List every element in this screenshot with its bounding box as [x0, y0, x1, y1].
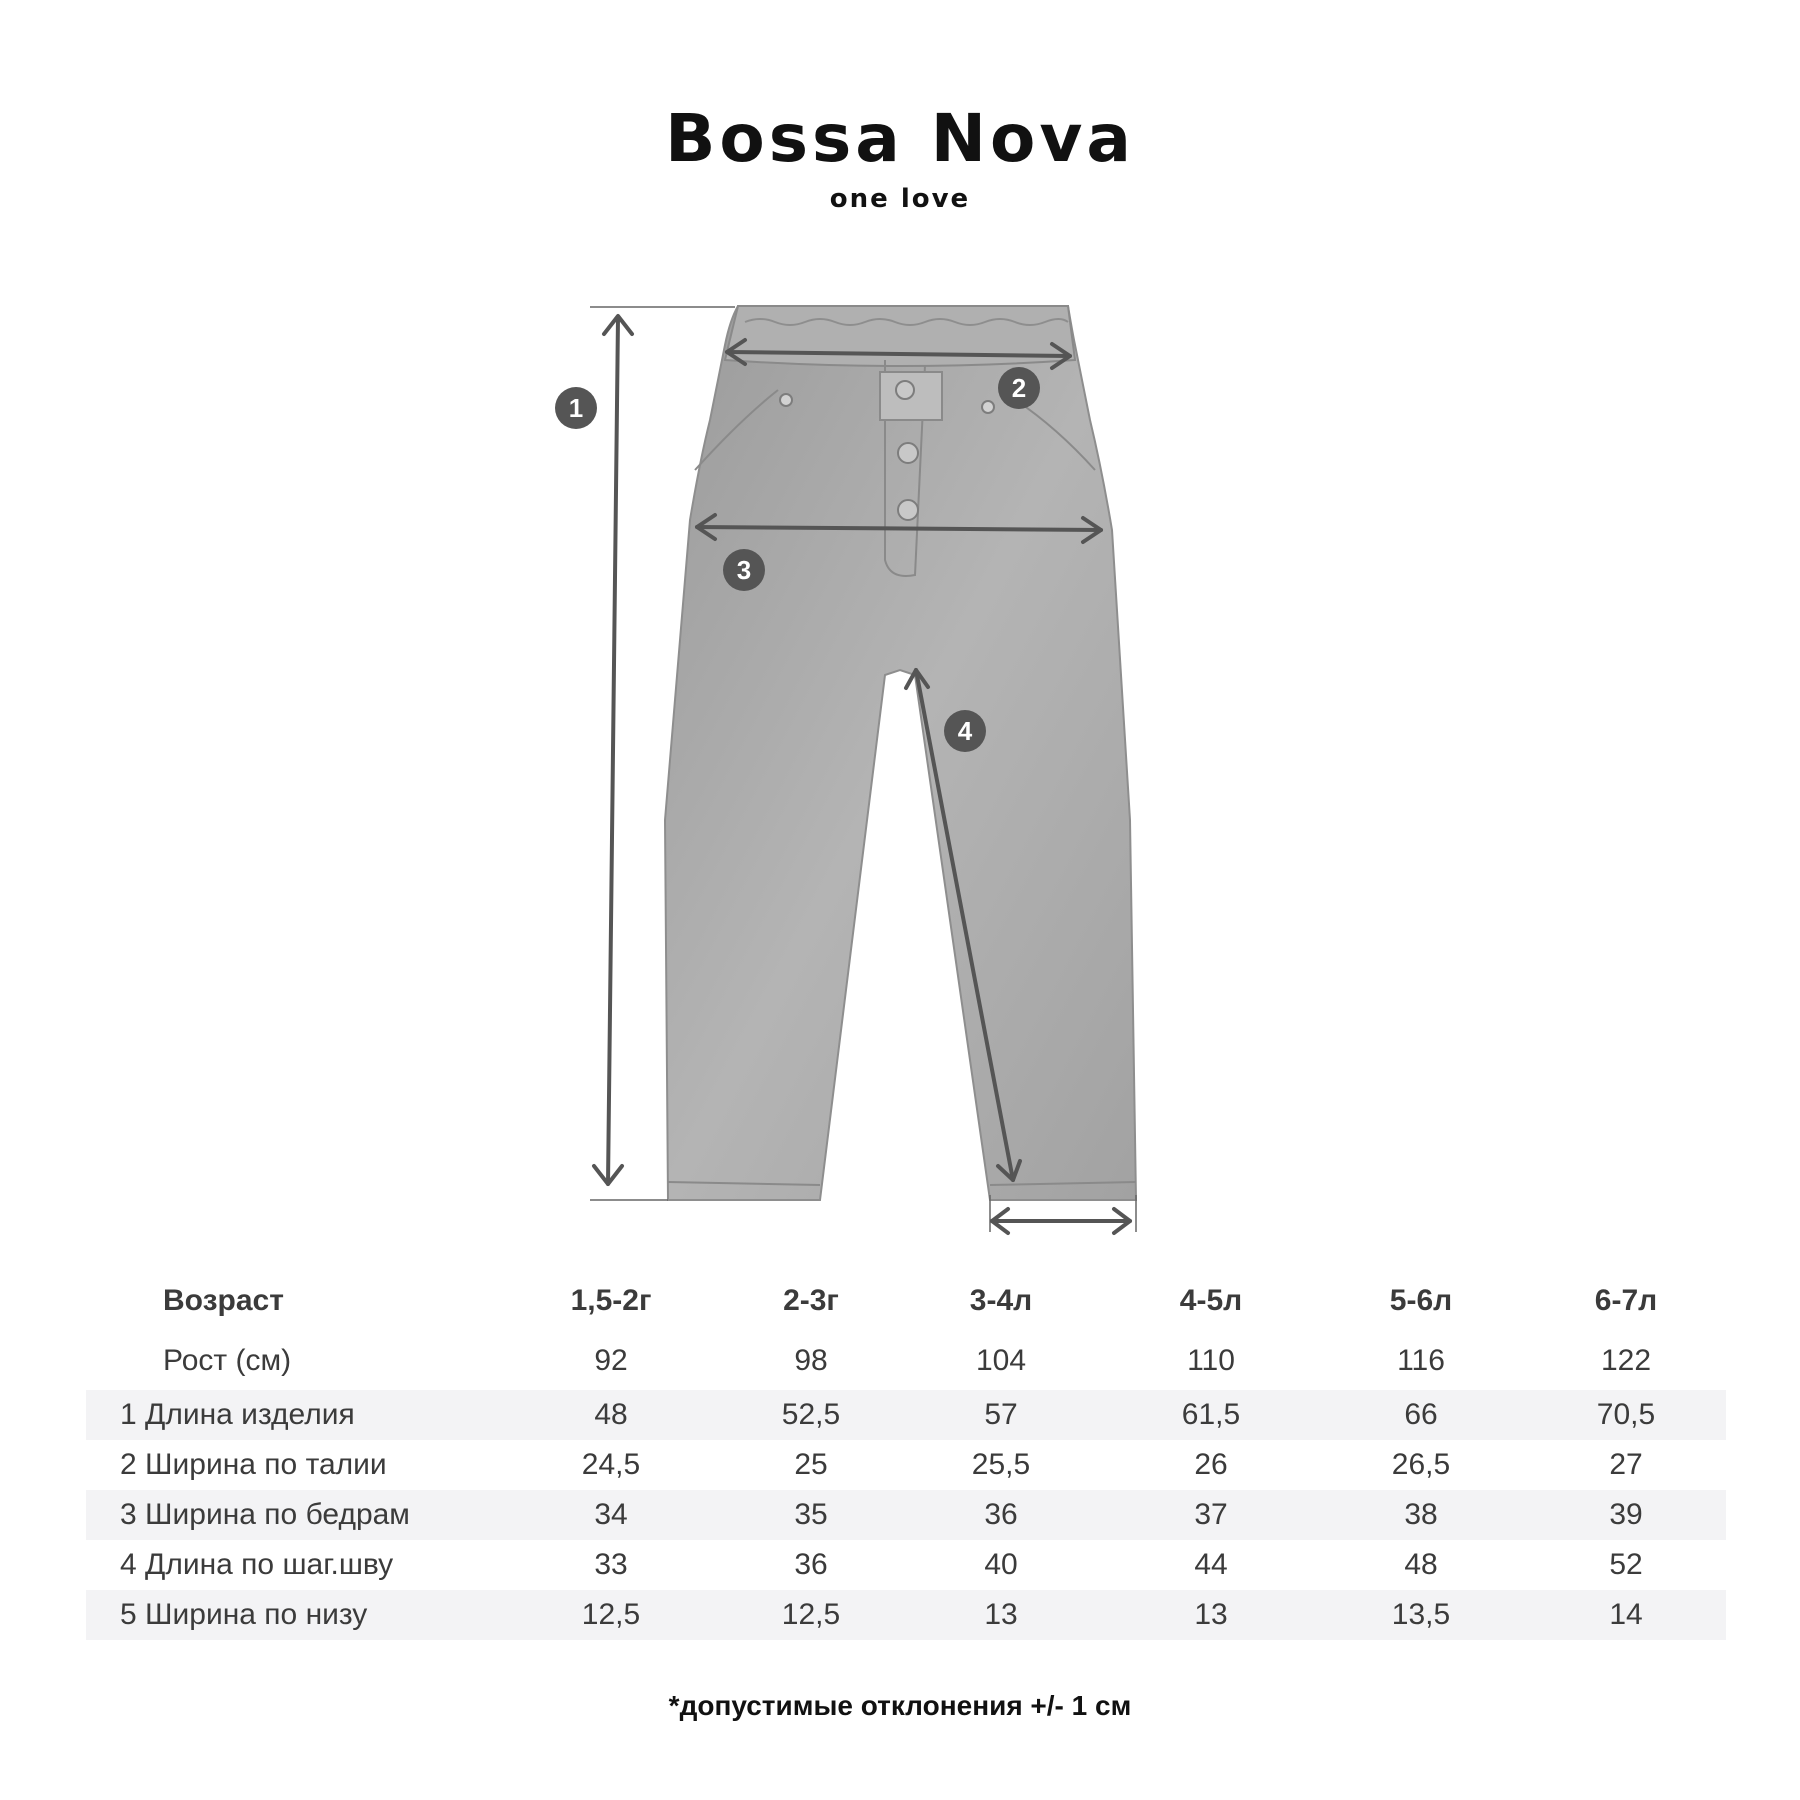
height-row [86, 1332, 1726, 1390]
table-cell: 35 [726, 1490, 896, 1540]
age-header-label: Возраст [163, 1284, 284, 1317]
row-label: 3 Ширина по бедрам [86, 1490, 496, 1540]
table-cell: 25 [794, 1448, 828, 1481]
table-cell: 13 [1106, 1590, 1316, 1640]
table-cell: 92 [594, 1344, 628, 1377]
table-cell: 39 [1526, 1490, 1726, 1540]
table-row [86, 1540, 1726, 1590]
table-cell: 98 [794, 1344, 828, 1377]
jeans-image [665, 306, 1136, 1200]
table-row [86, 1440, 1726, 1490]
size-header: 3-4л [969, 1284, 1033, 1317]
length-arrow [594, 316, 632, 1184]
table-row [86, 1590, 1726, 1640]
marker-label-2: 2 [1011, 373, 1027, 403]
table-cell: 34 [496, 1490, 726, 1540]
table-cell: 12,5 [726, 1590, 896, 1640]
size-header: 2-3г [783, 1284, 839, 1317]
marker-badge-3 [723, 549, 765, 591]
table-cell: 27 [1609, 1448, 1643, 1481]
row-label: 5 Ширина по низу [86, 1590, 496, 1640]
marker-badge-1 [555, 387, 597, 429]
marker-badge-4 [944, 710, 986, 752]
table-row [86, 1390, 1726, 1440]
height-label: Рост (см) [163, 1344, 292, 1377]
brand-logo: Bossa Nova [665, 100, 1135, 177]
row-label: 1 Длина изделия [86, 1390, 496, 1440]
table-cell: 36 [794, 1548, 828, 1581]
table-cell: 44 [1194, 1548, 1228, 1581]
table-cell: 13,5 [1316, 1590, 1526, 1640]
table-cell: 12,5 [496, 1590, 726, 1640]
size-header: 6-7л [1594, 1284, 1658, 1317]
table-cell: 38 [1316, 1490, 1526, 1540]
marker-label-4: 4 [957, 716, 973, 746]
table-cell: 40 [984, 1548, 1018, 1581]
table-cell: 37 [1106, 1490, 1316, 1540]
table-cell: 14 [1526, 1590, 1726, 1640]
table-cell: 52 [1609, 1548, 1643, 1581]
table-row [86, 1490, 1726, 1540]
table-cell: 110 [1187, 1344, 1235, 1377]
table-cell: 25,5 [971, 1448, 1031, 1481]
brand-tagline: one love [829, 184, 971, 214]
size-header: 5-6л [1389, 1284, 1453, 1317]
table-cell: 26 [1194, 1448, 1228, 1481]
hem-width-arrow [992, 1209, 1130, 1233]
table-cell: 33 [594, 1548, 628, 1581]
table-cell: 26,5 [1391, 1448, 1451, 1481]
table-cell: 13 [896, 1590, 1106, 1640]
size-header: 1,5-2г [570, 1284, 652, 1317]
table-cell: 66 [1316, 1390, 1526, 1440]
marker-label-1: 1 [568, 393, 584, 423]
table-cell: 48 [496, 1390, 726, 1440]
table-cell: 61,5 [1106, 1390, 1316, 1440]
age-header-row [86, 1270, 1726, 1332]
marker-label-3: 3 [736, 555, 752, 585]
table-cell: 36 [896, 1490, 1106, 1540]
marker-badge-2 [998, 367, 1040, 409]
tolerance-note: *допустимые отклонения +/- 1 см [668, 1690, 1132, 1721]
row-label: 2 Ширина по талии [120, 1448, 387, 1481]
table-cell: 104 [975, 1344, 1027, 1377]
table-cell: 70,5 [1526, 1390, 1726, 1440]
table-cell: 116 [1397, 1344, 1445, 1377]
row-label: 4 Длина по шаг.шву [120, 1548, 394, 1581]
size-chart-table [86, 1270, 1726, 1640]
table-cell: 48 [1404, 1548, 1438, 1581]
table-cell: 122 [1600, 1344, 1652, 1377]
table-cell: 24,5 [581, 1448, 641, 1481]
table-cell: 52,5 [726, 1390, 896, 1440]
table-cell: 57 [896, 1390, 1106, 1440]
size-header: 4-5л [1179, 1284, 1243, 1317]
